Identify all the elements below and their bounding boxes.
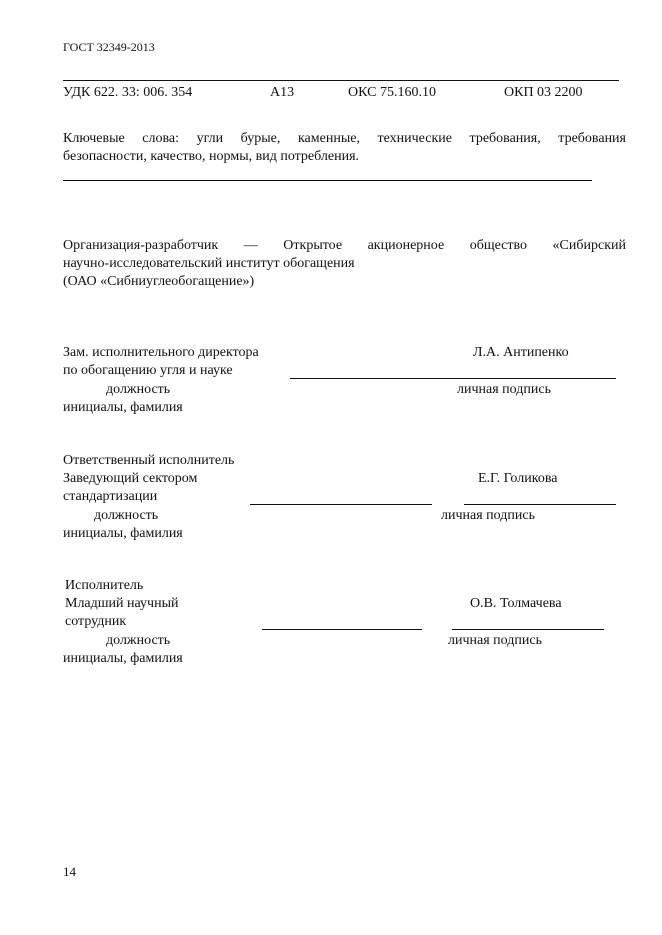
signatory-role-line: Исполнитель [65,578,144,593]
signature-line [464,504,616,505]
signature-line [452,629,604,630]
signatory-name: Е.Г. Голикова [478,471,558,486]
position-caption: должность [94,508,159,523]
position-line [250,504,432,505]
keywords-line-2: безопасности, качество, нормы, вид потребления. [63,149,360,164]
signatory-role-line: стандартизации [63,489,158,504]
signatory-name: О.В. Толмачева [470,596,562,611]
okp-code: ОКП 03 2200 [504,85,583,100]
signatory-role-line: сотрудник [65,614,127,629]
initials-caption: инициалы, фамилия [63,651,183,666]
signatory-role-line: Младший научный [65,596,179,611]
position-caption: должность [106,382,171,397]
keywords-line-1: Ключевые слова: угли бурые, каменные, технические требования, требования [63,131,626,146]
organization-line-3: (ОАО «Сибниуглеобогащение») [63,274,255,289]
signatory-role-line: Заведующий сектором [63,471,198,486]
group-code: А13 [270,85,295,100]
position-caption: должность [106,633,171,648]
signature-caption: личная подпись [457,382,551,397]
position-line [262,629,422,630]
standard-number: ГОСТ 32349-2013 [63,40,155,54]
keywords-rule [63,180,592,181]
initials-caption: инициалы, фамилия [63,526,183,541]
signature-line [290,378,616,379]
organization-line-1: Организация-разработчик — Открытое акционерное общество «Сибирский [63,238,626,253]
organization-line-2: научно-исследовательский институт обогащения [63,256,355,271]
header-rule [63,80,619,81]
signatory-role-line: Ответственный исполнитель [63,453,235,468]
signatory-name: Л.А. Антипенко [473,345,569,360]
initials-caption: инициалы, фамилия [63,400,183,415]
udk-code: УДК 622. 33: 006. 354 [63,85,193,100]
signature-caption: личная подпись [441,508,535,523]
page-number: 14 [63,864,76,879]
signature-caption: личная подпись [448,633,542,648]
signatory-role-line: по обогащению угля и науке [63,363,233,378]
signatory-role-line: Зам. исполнительного директора [63,345,259,360]
oks-code: ОКС 75.160.10 [348,85,436,100]
